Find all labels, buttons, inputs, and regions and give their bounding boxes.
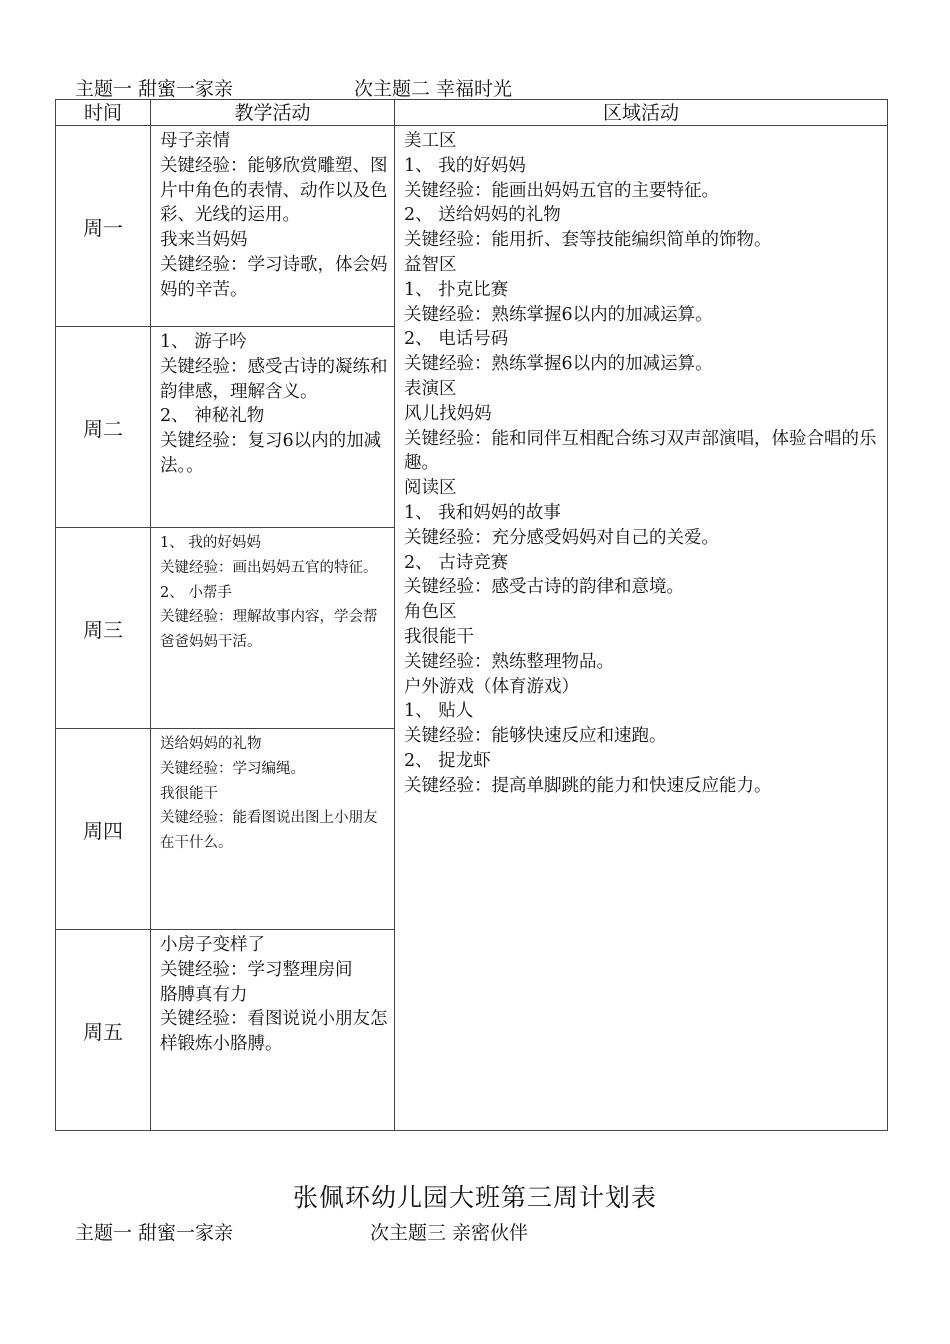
region-line: 1、 贴人 bbox=[404, 701, 474, 722]
teaching-cell bbox=[151, 126, 395, 327]
region-line: 2、 电话号码 bbox=[404, 329, 509, 350]
teaching-cell bbox=[151, 930, 395, 1131]
weekly-plan-table bbox=[55, 99, 888, 1131]
table-row bbox=[56, 126, 888, 327]
region-line: 表演区 bbox=[404, 378, 457, 399]
day-cell: 周一 bbox=[56, 126, 151, 327]
teaching-line: 母子亲情 bbox=[160, 131, 230, 151]
region-line: 关键经验：能画出妈妈五官的主要特征。 bbox=[404, 180, 719, 201]
day-cell: 周五 bbox=[56, 930, 151, 1131]
region-line: 户外游戏（体育游戏） bbox=[404, 676, 579, 697]
region-line: 益智区 bbox=[404, 254, 457, 275]
teaching-line: 我来当妈妈 bbox=[160, 230, 248, 251]
teaching-line: 小房子变样了 bbox=[160, 935, 265, 955]
region-line: 关键经验：熟练整理物品。 bbox=[404, 651, 614, 672]
teaching-line: 关键经验：理解故事内容，学会帮爸爸妈妈干活。 bbox=[160, 609, 378, 651]
subtheme-label: 次主题二 幸福时光 bbox=[354, 78, 513, 100]
teaching-line: 我很能干 bbox=[160, 785, 218, 802]
day-cell: 周二 bbox=[56, 327, 151, 528]
next-theme-header bbox=[75, 1218, 529, 1245]
teaching-cell bbox=[151, 729, 395, 930]
region-activities-cell bbox=[395, 126, 888, 1131]
region-line: 关键经验：提高单脚跳的能力和快速反应能力。 bbox=[404, 775, 772, 796]
region-line: 2、 送给妈妈的礼物 bbox=[404, 205, 561, 226]
teaching-line: 关键经验：能够欣赏雕塑、图片中角色的表情、动作以及色彩、光线的运用。 bbox=[160, 155, 388, 226]
teaching-line: 2、 小帮手 bbox=[160, 584, 232, 601]
region-line: 美工区 bbox=[404, 131, 457, 151]
teaching-line: 关键经验：感受古诗的凝练和韵律感，理解含义。 bbox=[160, 356, 388, 402]
theme-label: 主题一 甜蜜一家亲 bbox=[75, 78, 234, 100]
teaching-line: 关键经验：画出妈妈五官的特征。 bbox=[160, 559, 378, 576]
region-line: 关键经验：熟练掌握6以内的加减运算。 bbox=[404, 354, 713, 375]
region-line: 关键经验：感受古诗的韵律和意境。 bbox=[404, 577, 684, 598]
day-cell: 周三 bbox=[56, 528, 151, 729]
teaching-cell bbox=[151, 327, 395, 528]
teaching-line: 1、 游子吟 bbox=[160, 332, 247, 352]
region-line: 风儿找妈妈 bbox=[404, 403, 492, 424]
region-line: 2、 捉龙虾 bbox=[404, 750, 491, 771]
column-header-time: 时间 bbox=[56, 100, 151, 126]
teaching-line: 送给妈妈的礼物 bbox=[160, 736, 262, 752]
teaching-line: 1、 我的好妈妈 bbox=[160, 535, 261, 551]
column-header-region: 区域活动 bbox=[395, 100, 888, 126]
teaching-line: 关键经验：学习整理房间 bbox=[160, 959, 353, 980]
teaching-line: 关键经验：复习6以内的加减法。。 bbox=[160, 431, 382, 476]
teaching-line: 关键经验：能看图说出图上小朋友在干什么。 bbox=[160, 810, 378, 852]
region-line: 关键经验：能用折、套等技能编织简单的饰物。 bbox=[404, 230, 772, 251]
region-line: 我很能干 bbox=[404, 626, 474, 647]
region-line: 阅读区 bbox=[404, 478, 457, 499]
teaching-line: 关键经验：学习诗歌，体会妈妈的辛苦。 bbox=[160, 254, 388, 300]
region-line: 角色区 bbox=[404, 602, 457, 623]
teaching-cell bbox=[151, 528, 395, 729]
table-header-row bbox=[56, 100, 888, 126]
theme-header bbox=[75, 74, 513, 101]
teaching-line: 2、 神秘礼物 bbox=[160, 406, 265, 427]
subtheme-label: 次主题三 亲密伙伴 bbox=[370, 1222, 529, 1244]
teaching-line: 关键经验：学习编绳。 bbox=[160, 760, 305, 777]
region-line: 关键经验：熟练掌握6以内的加减运算。 bbox=[404, 304, 713, 325]
page-title: 张佩环幼儿园大班第三周计划表 bbox=[292, 1183, 657, 1212]
region-line: 关键经验：充分感受妈妈对自己的关爱。 bbox=[404, 527, 719, 548]
column-header-teaching: 教学活动 bbox=[151, 100, 395, 126]
theme-label: 主题一 甜蜜一家亲 bbox=[75, 1222, 234, 1244]
region-line: 2、 古诗竞赛 bbox=[404, 552, 509, 573]
day-cell: 周四 bbox=[56, 729, 151, 930]
region-line: 关键经验：能够快速反应和速跑。 bbox=[404, 726, 667, 747]
region-line: 1、 扑克比赛 bbox=[404, 279, 509, 300]
region-line: 关键经验：能和同伴互相配合练习双声部演唱，体验合唱的乐趣。 bbox=[404, 428, 877, 474]
region-line: 1、 我的好妈妈 bbox=[404, 155, 526, 176]
region-line: 1、 我和妈妈的故事 bbox=[404, 502, 561, 523]
teaching-line: 胳膊真有力 bbox=[160, 984, 248, 1005]
teaching-line: 关键经验：看图说说小朋友怎样锻炼小胳膊。 bbox=[160, 1009, 388, 1055]
